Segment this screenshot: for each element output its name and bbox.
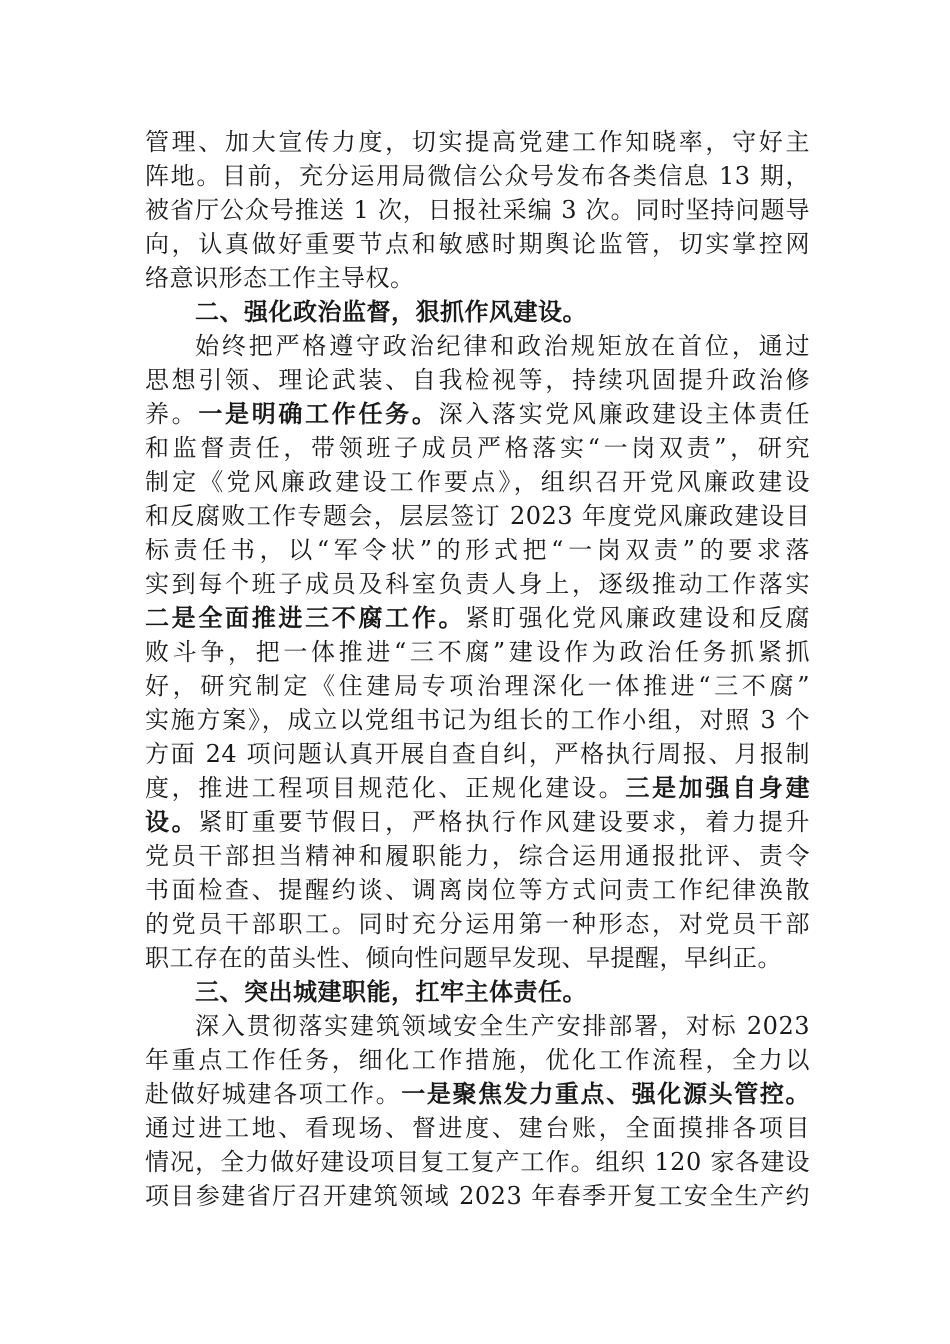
text-segment: 紧盯强化党风廉政建设和反腐 (465, 604, 810, 632)
text-line (145, 941, 810, 975)
text-line (145, 227, 810, 261)
text-line (145, 907, 810, 941)
text-segment: 情况，全力做好建设项目复工复产工作。组织 120 家各建设 (145, 1148, 810, 1176)
text-line (145, 1179, 810, 1213)
text-line (145, 567, 810, 601)
bold-phrase: 一是明确工作任务。 (198, 400, 439, 428)
text-segment: 向，认真做好重要节点和敏感时期舆论监管，切实掌控网 (145, 230, 810, 258)
text-segment: 标责任书，以“军令状”的形式把“一岗双责”的要求落 (145, 536, 810, 564)
text-line (145, 193, 810, 227)
text-segment: 度，推进工程项目规范化、正规化建设。 (145, 774, 626, 802)
bold-phrase: 设。 (145, 808, 199, 836)
text-line (195, 1009, 810, 1043)
text-segment: 赴做好城建各项工作。 (145, 1080, 402, 1108)
text-segment: 党员干部担当精神和履职能力，综合运用通报批评、责令 (145, 842, 810, 870)
text-line (145, 465, 810, 499)
text-line (145, 703, 810, 737)
text-line (145, 669, 810, 703)
text-segment: 和监督责任，带领班子成员严格落实“一岗双责”，研究 (145, 434, 810, 462)
text-line (145, 771, 810, 805)
text-line (145, 1043, 810, 1077)
text-segment: 思想引领、理论武装、自我检视等，持续巩固提升政治修 (145, 366, 810, 394)
text-segment: 阵地。目前，充分运用局微信公众号发布各类信息 13 期， (145, 162, 810, 190)
heading-text: 三、突出城建职能，扛牢主体责任。 (195, 978, 587, 1006)
text-line (145, 1145, 810, 1179)
text-segment: 和反腐败工作专题会，层层签订 2023 年度党风廉政建设目 (145, 502, 810, 530)
text-line (145, 1111, 810, 1145)
text-line (145, 431, 810, 465)
text-segment: 通过进工地、看现场、督进度、建台账，全面摸排各项目 (145, 1114, 810, 1142)
bold-phrase: 三是加强自身建 (625, 774, 810, 802)
bold-phrase: 二是全面推进三不腐工作。 (145, 604, 466, 632)
text-line (145, 397, 810, 431)
text-segment: 络意识形态工作主导权。 (145, 264, 415, 292)
text-segment: 制定《党风廉政建设工作要点》，组织召开党风廉政建设 (145, 468, 810, 496)
text-line (195, 329, 810, 363)
text-segment: 方面 24 项问题认真开展自查自纠，严格执行周报、月报制 (145, 740, 810, 768)
text-segment: 被省厅公众号推送 1 次，日报社采编 3 次。同时坚持问题导 (145, 196, 810, 224)
text-line (145, 1077, 810, 1111)
text-segment: 的党员干部职工。同时充分运用第一种形态，对党员干部 (145, 910, 810, 938)
text-segment: 深入落实党风廉政建设主体责任 (438, 400, 810, 428)
text-line (145, 499, 810, 533)
text-segment: 年重点工作任务，细化工作措施，优化工作流程，全力以 (145, 1046, 810, 1074)
text-line (145, 159, 810, 193)
text-line (145, 737, 810, 771)
section-heading-2 (195, 295, 810, 329)
text-line (145, 873, 810, 907)
heading-text: 二、强化政治监督，狠抓作风建设。 (195, 298, 587, 326)
text-segment: 书面检查、提醒约谈、调离岗位等方式问责工作纪律涣散 (145, 876, 810, 904)
text-segment: 紧盯重要节假日，严格执行作风建设要求，着力提升 (198, 808, 810, 836)
text-segment: 职工存在的苗头性、倾向性问题早发现、早提醒，早纠正。 (145, 944, 782, 972)
text-line (145, 533, 810, 567)
text-segment: 养。 (145, 400, 199, 428)
section-heading-3 (195, 975, 810, 1009)
text-line (145, 635, 810, 669)
text-line (145, 261, 810, 295)
text-segment: 始终把严格遵守政治纪律和政治规矩放在首位，通过 (195, 332, 810, 360)
text-line (145, 601, 810, 635)
text-line (145, 363, 810, 397)
text-segment: 深入贯彻落实建筑领域安全生产安排部署，对标 2023 (195, 1012, 810, 1040)
text-segment: 好，研究制定《住建局专项治理深化一体推进“三不腐” (145, 672, 810, 700)
text-line (145, 839, 810, 873)
text-segment: 项目参建省厅召开建筑领域 2023 年春季开复工安全生产约 (145, 1182, 810, 1210)
text-segment: 管理、加大宣传力度，切实提高党建工作知晓率，守好主 (145, 128, 810, 156)
text-segment: 实到每个班子成员及科室负责人身上，逐级推动工作落实 (145, 570, 810, 598)
text-line (145, 125, 810, 159)
text-segment: 败斗争，把一体推进“三不腐”建设作为政治任务抓紧抓 (145, 638, 810, 666)
text-line (145, 805, 810, 839)
text-segment: 实施方案》，成立以党组书记为组长的工作小组，对照 3 个 (145, 706, 810, 734)
bold-phrase: 一是聚焦发力重点、强化源头管控。 (401, 1080, 810, 1108)
